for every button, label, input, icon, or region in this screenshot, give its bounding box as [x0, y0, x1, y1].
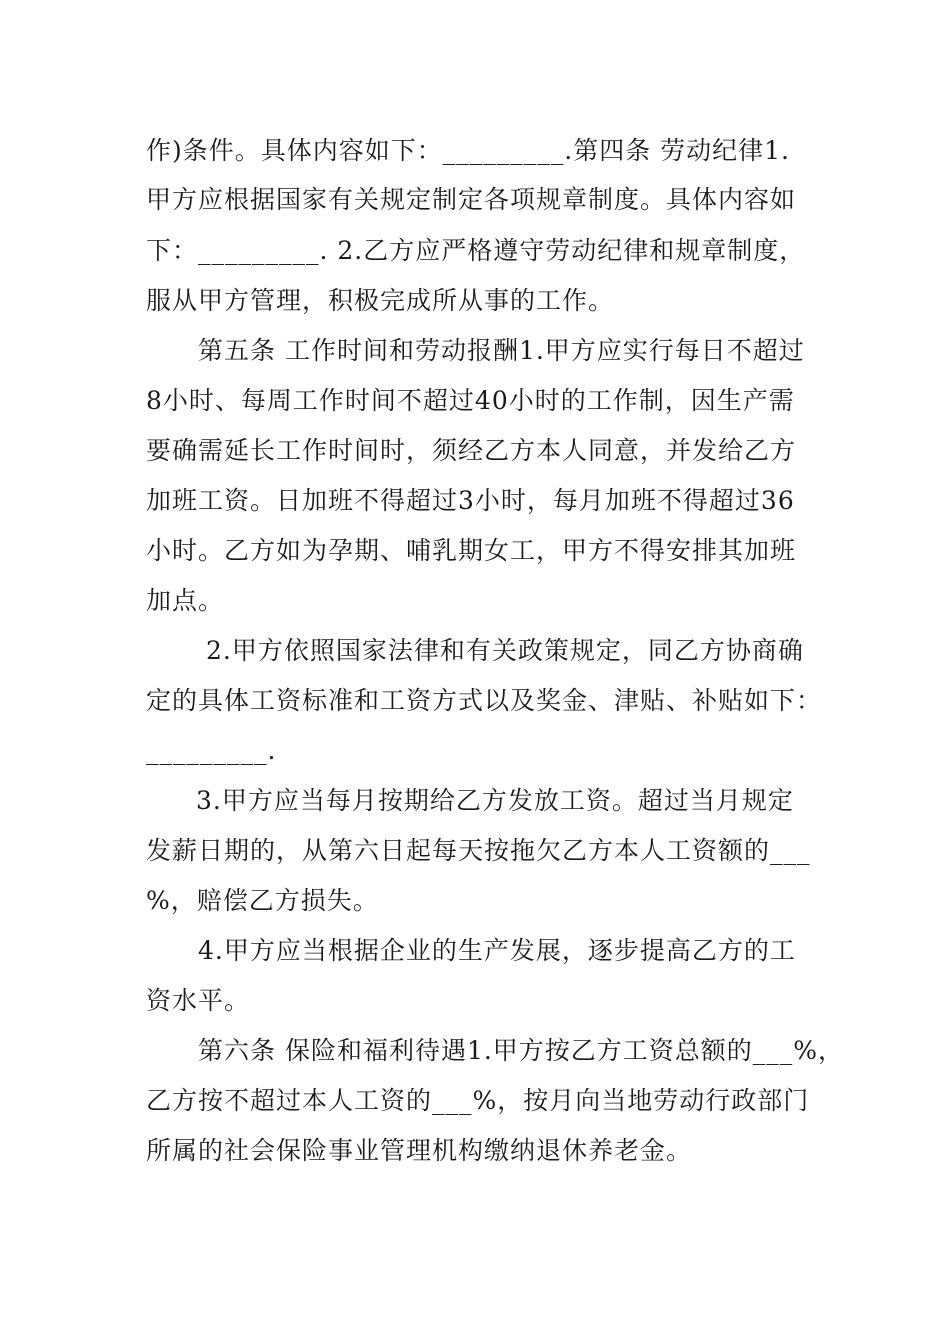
- text-line: 甲方应根据国家有关规定制定各项规章制度。具体内容如: [146, 185, 797, 214]
- text-line: 3.甲方应当每月按期给乙方发放工资。超过当月规定: [196, 786, 794, 815]
- text-line: 服从甲方管理，积极完成所从事的工作。: [146, 286, 615, 315]
- text-line: 小时。乙方如为孕期、哺乳期女工，甲方不得安排其加班: [146, 536, 797, 565]
- text-line: 作)条件。具体内容如下：_________.第四条 劳动纪律1.: [146, 136, 791, 165]
- text-line: 第六条 保险和福利待遇1.甲方按乙方工资总额的___%，: [198, 1036, 845, 1065]
- text-line: 要确需延长工作时间时，须经乙方本人同意，并发给乙方: [146, 436, 797, 465]
- text-line: %，赔偿乙方损失。: [146, 886, 379, 915]
- text-line: _________.: [146, 736, 277, 765]
- text-line: 发薪日期的，从第六日起每天按拖欠乙方本人工资额的___: [146, 836, 811, 865]
- text-line: 乙方按不超过本人工资的___%，按月向当地劳动行政部门: [146, 1086, 810, 1115]
- text-line: 加点。: [146, 586, 225, 615]
- text-line: 第五条 工作时间和劳动报酬1.甲方应实行每日不超过: [198, 336, 805, 365]
- text-line: 下：_________. 2.乙方应严格遵守劳动纪律和规章制度，: [146, 236, 806, 265]
- text-line: 加班工资。日加班不得超过3小时，每月加班不得超过36: [146, 486, 795, 515]
- text-line: 资水平。: [146, 986, 251, 1015]
- text-line: 所属的社会保险事业管理机构缴纳退休养老金。: [146, 1136, 693, 1165]
- text-line: 8小时、每周工作时间不超过40小时的工作制，因生产需: [146, 386, 795, 415]
- text-line: 2.甲方依照国家法律和有关政策规定，同乙方协商确: [206, 636, 804, 665]
- text-line: 定的具体工资标准和工资方式以及奖金、津贴、补贴如下：: [146, 686, 823, 715]
- text-line: 4.甲方应当根据企业的生产发展，逐步提高乙方的工: [198, 936, 796, 965]
